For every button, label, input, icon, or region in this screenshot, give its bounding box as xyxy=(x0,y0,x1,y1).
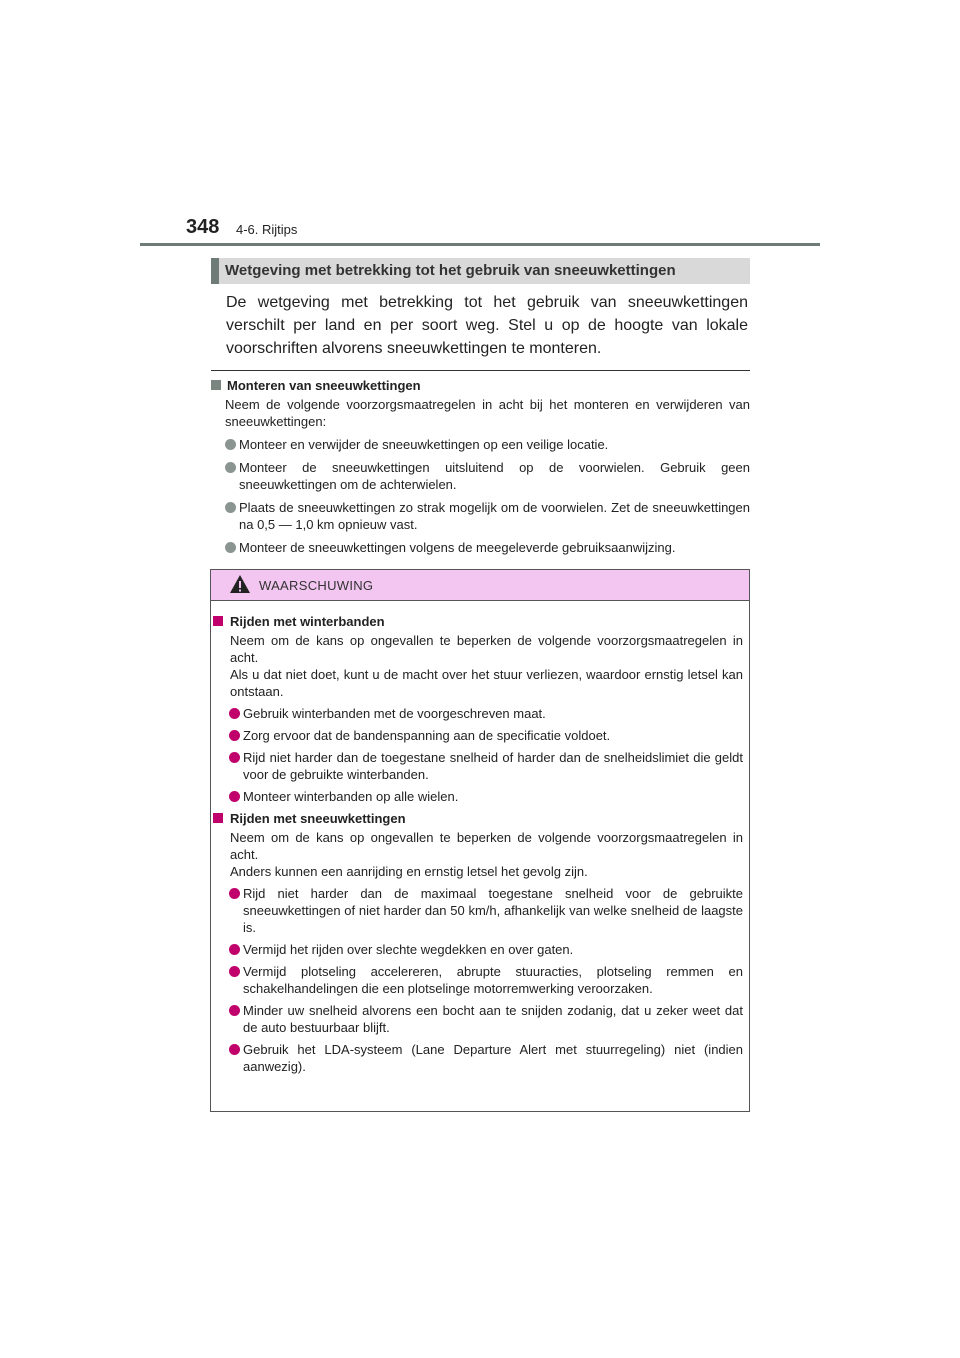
snow-chains-heading-text: Rijden met sneeuwkettingen xyxy=(230,811,406,826)
square-bullet-icon xyxy=(213,813,223,823)
warning-body xyxy=(211,601,749,1075)
list-item xyxy=(213,885,743,936)
list-item-text: Minder uw snelheid alvorens een bocht aan te snijden zodanig, dat u zeker weet dat de auto bestuurbaar blijft. xyxy=(243,1003,743,1035)
list-item xyxy=(213,788,743,805)
winter-tires-text-1: Neem om de kans op ongevallen te beperken de volgende voorzorgsmaatregelen in acht. xyxy=(230,633,743,665)
page-number: 348 xyxy=(186,216,220,238)
section-label: 4-6. Rijtips xyxy=(236,222,298,237)
list-item xyxy=(213,705,743,722)
bullet-icon xyxy=(225,439,236,450)
warning-box xyxy=(210,569,750,1112)
list-item-text: Vermijd het rijden over slechte wegdekken en over gaten. xyxy=(243,942,574,957)
winter-tires-heading xyxy=(213,614,743,629)
warning-triangle-icon xyxy=(229,574,251,594)
list-item xyxy=(213,963,743,997)
mounting-section xyxy=(211,378,750,556)
list-item xyxy=(213,941,743,958)
list-item-text: Monteer de sneeuwkettingen uitsluitend op de voorwielen. Gebruik geen sneeuwkettingen om de achterwielen. xyxy=(239,460,750,492)
list-item-text: Monteer winterbanden op alle wielen. xyxy=(243,789,459,804)
list-item-text: Rijd niet harder dan de maximaal toegestane snelheid voor de gebruikte sneeuwkettingen of niet harder dan 50 km/h, afhankelijk van welke snelheid de laagste is. xyxy=(243,886,743,935)
header-rule xyxy=(140,243,820,246)
list-item xyxy=(211,436,750,453)
intro-paragraph: De wetgeving met betrekking tot het gebruik van sneeuwkettingen verschilt per land en per soort weg. Stel u op de hoogte van lokale voorschriften alvorens sneeuwkettingen te monteren. xyxy=(226,294,748,357)
snow-chains-text-1: Neem om de kans op ongevallen te beperken de volgende voorzorgsmaatregelen in acht. xyxy=(230,830,743,862)
list-item xyxy=(211,459,750,493)
list-item xyxy=(211,499,750,533)
list-item-text: Monteer en verwijder de sneeuwkettingen op een veilige locatie. xyxy=(239,437,609,452)
list-item-text: Monteer de sneeuwkettingen volgens de meegeleverde gebruiksaanwijzing. xyxy=(239,540,676,555)
list-item xyxy=(213,749,743,783)
list-item xyxy=(213,1002,743,1036)
list-item-text: Rijd niet harder dan de toegestane snelheid of harder dan de snelheidslimiet die geldt voor de gebruikte winterbanden. xyxy=(243,750,743,782)
section-title: Wetgeving met betrekking tot het gebruik van sneeuwkettingen xyxy=(225,262,676,279)
list-item xyxy=(213,727,743,744)
list-item-text: Gebruik het LDA-systeem (Lane Departure Alert met stuurregeling) niet (indien aanwezig). xyxy=(243,1042,743,1074)
winter-tires-text-2: Als u dat niet doet, kunt u de macht over het stuur verliezen, waardoor ernstig letsel kan ontstaan. xyxy=(230,667,743,699)
title-accent xyxy=(211,258,219,284)
bullet-icon xyxy=(229,944,240,955)
bullet-icon xyxy=(229,730,240,741)
snow-chains-heading xyxy=(213,811,743,826)
bullet-icon xyxy=(229,966,240,977)
list-item-text: Gebruik winterbanden met de voorgeschreven maat. xyxy=(243,706,546,721)
list-item xyxy=(211,539,750,556)
bullet-icon xyxy=(225,542,236,553)
bullet-icon xyxy=(229,1044,240,1055)
bullet-icon xyxy=(225,462,236,473)
bullet-icon xyxy=(229,791,240,802)
list-item-text: Zorg ervoor dat de bandenspanning aan de specificatie voldoet. xyxy=(243,728,611,743)
square-bullet-icon xyxy=(211,380,221,390)
bullet-icon xyxy=(229,1005,240,1016)
square-bullet-icon xyxy=(213,616,223,626)
bullet-icon xyxy=(229,888,240,899)
list-item-text: Plaats de sneeuwkettingen zo strak mogelijk om de voorwielen. Zet de sneeuwkettingen na 0,5 — 1,0 km opnieuw vast. xyxy=(239,500,750,532)
divider xyxy=(211,370,750,371)
bullet-icon xyxy=(229,752,240,763)
bullet-icon xyxy=(225,502,236,513)
section-title-bar xyxy=(211,258,750,284)
mounting-text: Neem de volgende voorzorgsmaatregelen in acht bij het monteren en verwijderen van sneeuwkettingen: xyxy=(225,397,750,429)
winter-tires-heading-text: Rijden met winterbanden xyxy=(230,614,385,629)
list-item-text: Vermijd plotseling accelereren, abrupte stuuracties, plotseling remmen en schakelhandelingen die een plotselinge motorremwerking veroorzaken. xyxy=(243,964,743,996)
mounting-heading-text: Monteren van sneeuwkettingen xyxy=(227,378,421,393)
mounting-heading xyxy=(211,378,750,393)
warning-header xyxy=(211,570,749,601)
warning-label: WAARSCHUWING xyxy=(259,578,374,593)
list-item xyxy=(213,1041,743,1075)
snow-chains-text-2: Anders kunnen een aanrijding en ernstig letsel het gevolg zijn. xyxy=(230,864,588,879)
bullet-icon xyxy=(229,708,240,719)
